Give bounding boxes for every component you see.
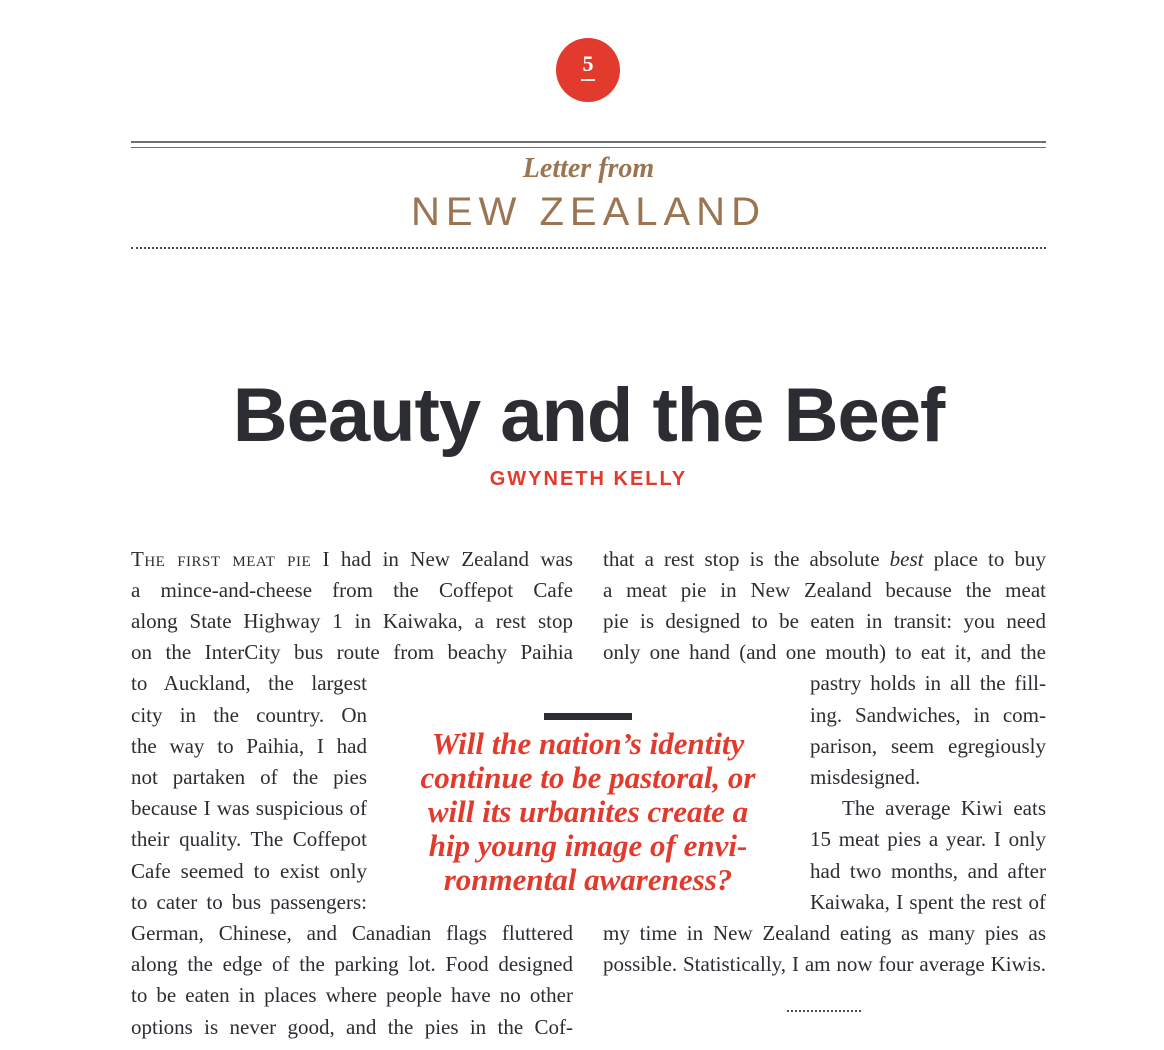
body-line: my time in New Zealand eating as many pies as xyxy=(603,921,1046,945)
body-line: 15 meat pies a year. I only xyxy=(810,827,1046,851)
body-line: possible. Statistically, I am now four average Kiwis. xyxy=(603,952,1046,976)
page-number-underline xyxy=(581,79,595,81)
body-line: on the InterCity bus route from beachy Paihia xyxy=(131,640,573,664)
pull-quote-line: ronmental awareness? xyxy=(443,862,733,897)
emphasis: best xyxy=(889,547,924,571)
body-line: along the edge of the parking lot. Food designed xyxy=(131,952,573,976)
pull-quote-line: hip young image of envi- xyxy=(428,828,748,863)
section-end-dotted-rule xyxy=(787,1010,861,1012)
section-kicker: Letter from xyxy=(522,153,655,184)
body-line: parison, seem egregiously xyxy=(810,734,1046,758)
body-line: to be eaten in places where people have no other xyxy=(131,983,573,1007)
body-line: along State Highway 1 in Kaiwaka, a rest stop xyxy=(131,609,573,633)
header-rule-top xyxy=(131,141,1046,143)
body-line: not partaken of the pies xyxy=(131,765,367,789)
body-line: misdesigned. xyxy=(810,765,921,789)
header-rule-dotted xyxy=(131,247,1046,249)
body-line: options is never good, and the pies in the Cof- xyxy=(131,1015,573,1039)
body-line: that a rest stop is the absolute best place to buy xyxy=(603,547,1046,571)
body-line: German, Chinese, and Canadian flags fluttered xyxy=(131,921,573,945)
body-line: city in the country. On xyxy=(131,703,367,727)
pull-quote-bar xyxy=(544,713,632,720)
body-line: only one hand (and one mouth) to eat it, and the xyxy=(603,640,1046,664)
body-line: a mince-and-cheese from the Coffepot Cafe xyxy=(131,578,573,602)
header-rule-second xyxy=(131,147,1046,148)
body-line: Kaiwaka, I spent the rest of xyxy=(810,890,1046,914)
body-line: pie is designed to be eaten in transit: you need xyxy=(603,609,1046,633)
pull-quote-line: Will the nation’s identity xyxy=(431,726,745,761)
body-line: had two months, and after xyxy=(810,859,1046,883)
section-title: NEW ZEALAND xyxy=(411,190,766,234)
article-title: Beauty and the Beef xyxy=(232,373,945,458)
body-line: The average Kiwi eats xyxy=(842,796,1046,820)
body-line: their quality. The Coffepot xyxy=(131,827,367,851)
body-line: pastry holds in all the fill- xyxy=(810,671,1046,695)
pull-quote-line: will its urbanites create a xyxy=(427,794,749,829)
body-line: ing. Sandwiches, in com- xyxy=(810,703,1046,727)
body-line: because I was suspicious of xyxy=(131,796,367,820)
page-number: 5 xyxy=(582,51,594,76)
body-line: the way to Paihia, I had xyxy=(131,734,367,758)
pull-quote-line: continue to be pastoral, or xyxy=(420,760,756,795)
body-line: to cater to bus passengers: xyxy=(131,890,367,914)
lead-in: The first meat pie xyxy=(131,547,312,571)
body-line: The first meat pie I had in New Zealand was xyxy=(131,547,573,571)
body-line: a meat pie in New Zealand because the meat xyxy=(603,578,1046,602)
article-byline: GWYNETH KELLY xyxy=(489,468,688,490)
body-line: to Auckland, the largest xyxy=(131,671,367,695)
page-number-badge xyxy=(556,38,620,102)
body-line: Cafe seemed to exist only xyxy=(131,859,367,883)
